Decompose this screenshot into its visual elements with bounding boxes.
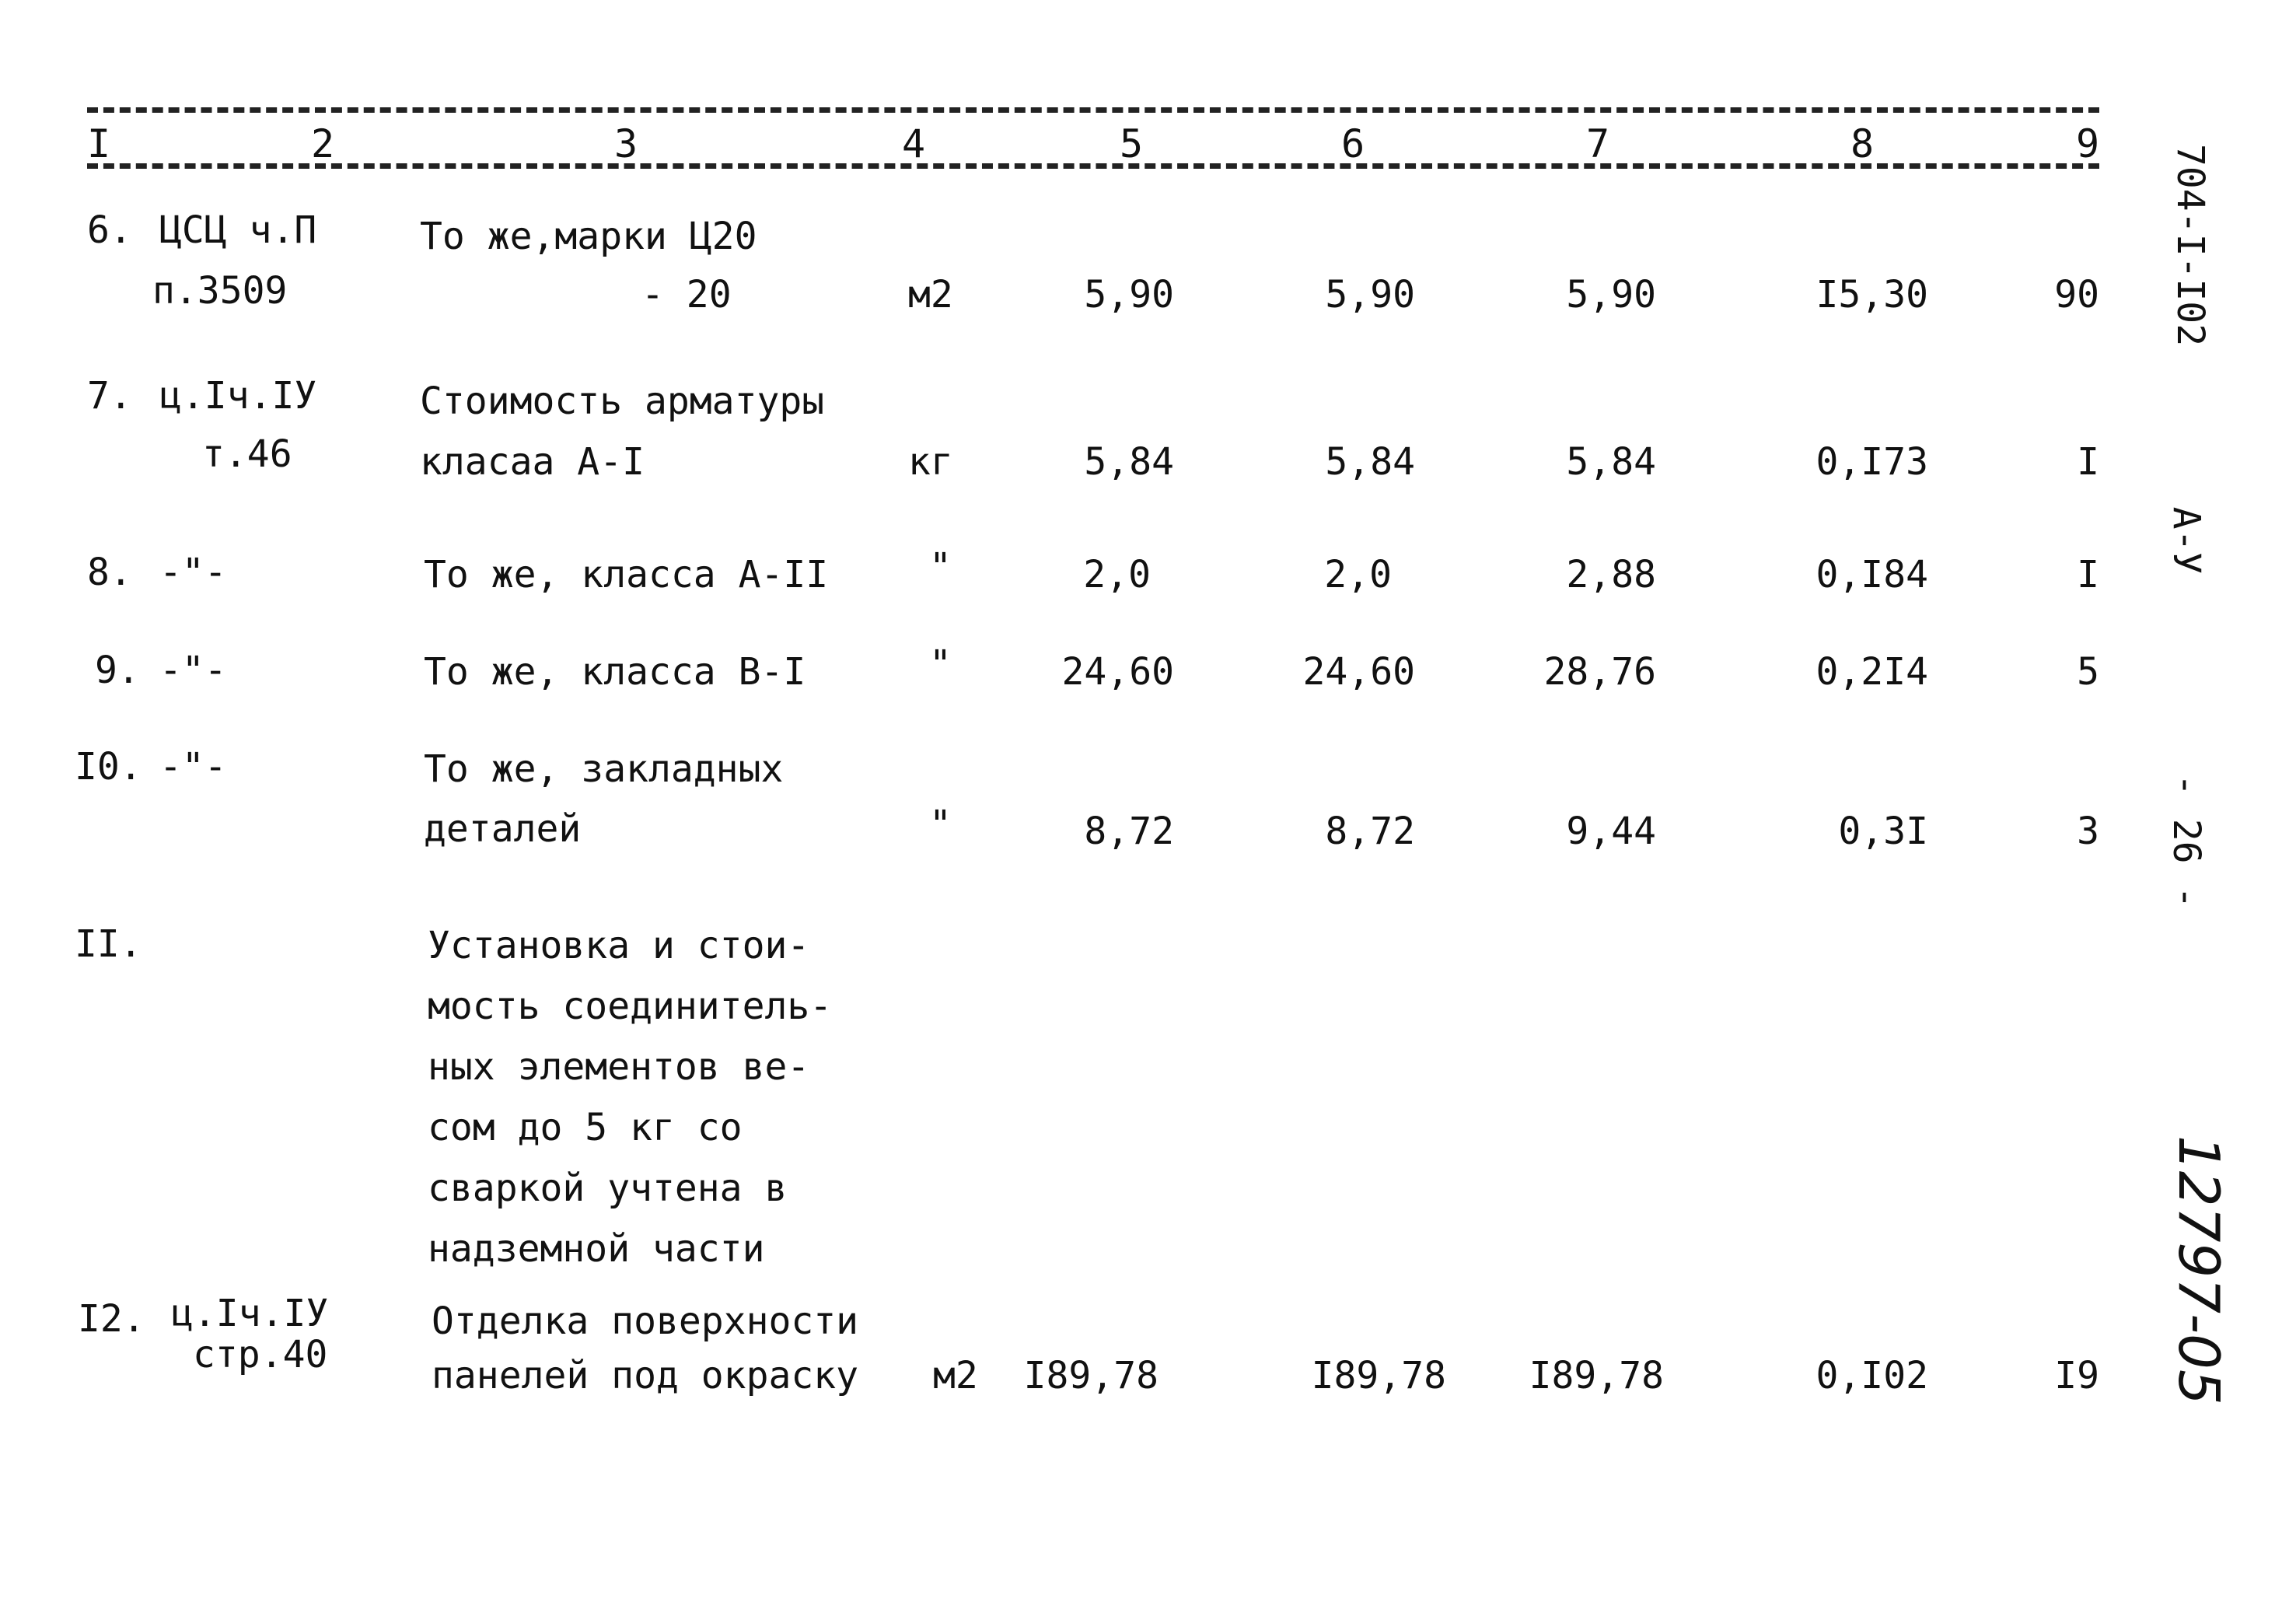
row-10-col7: 9,44 — [1566, 810, 1656, 853]
row-6-col5: 5,90 — [1084, 273, 1174, 317]
row-7-num: 7. — [87, 374, 132, 418]
row-7-col5: 5,84 — [1084, 440, 1174, 484]
row-6-num: 6. — [87, 208, 132, 252]
side-document-code: 704-I-I02 — [2168, 144, 2212, 347]
row-10-desc2: деталей — [424, 807, 582, 851]
row-9-desc1: То же, класса В-I — [424, 650, 806, 694]
row-12-col5: I89,78 — [1023, 1354, 1158, 1397]
row-8-unit: " — [929, 545, 952, 589]
row-11-desc-line-6: надземной части — [428, 1227, 765, 1271]
row-6-col8: I5,30 — [1815, 273, 1928, 317]
row-10-col8: 0,3I — [1838, 810, 1928, 853]
row-11-desc-line-2: мость соединитель- — [428, 985, 833, 1028]
row-9-col5: 24,60 — [1061, 650, 1174, 694]
row-11-num: II. — [75, 922, 142, 966]
row-10-unit: " — [929, 803, 952, 846]
row-7-ref2: т.46 — [202, 432, 292, 476]
row-7-col6: 5,84 — [1325, 440, 1415, 484]
row-12-ref1: ц.Iч.IУ — [171, 1292, 329, 1335]
row-12-ref2: стр.40 — [193, 1333, 328, 1376]
row-9-col8: 0,2I4 — [1815, 650, 1928, 694]
side-page-number: - 26 - — [2165, 774, 2208, 909]
row-11-desc-line-4: сом до 5 кг со — [428, 1106, 743, 1149]
row-7-col9: I — [2077, 440, 2099, 484]
row-6-desc2: - 20 — [641, 273, 732, 317]
row-12-col6: I89,78 — [1311, 1354, 1446, 1397]
row-12-desc2: панелей под окраску — [432, 1354, 859, 1397]
row-9-col7: 28,76 — [1543, 650, 1656, 694]
side-archive-number: 12797-05 — [2166, 1135, 2231, 1405]
row-9-col6: 24,60 — [1302, 650, 1415, 694]
row-12-col9: I9 — [2054, 1354, 2099, 1397]
row-12-desc1: Отделка поверхности — [432, 1299, 859, 1343]
row-6-ref2: п.3509 — [152, 269, 288, 313]
row-6-col6: 5,90 — [1325, 273, 1415, 317]
row-12-col7: I89,78 — [1529, 1354, 1664, 1397]
row-10-ref1: -"- — [159, 745, 227, 789]
row-11-desc-line-5: сваркой учтена в — [428, 1167, 788, 1210]
row-9-unit: " — [929, 642, 952, 686]
header-bottom-rule — [87, 163, 2099, 169]
row-10-col6: 8,72 — [1325, 810, 1415, 853]
row-8-ref1: -"- — [159, 551, 227, 594]
row-7-desc1: Стоимость арматуры — [420, 380, 825, 423]
row-6-unit: м2 — [908, 273, 953, 317]
row-11-desc-line-3: ных элементов ве- — [428, 1045, 810, 1089]
row-10-desc1: То же, закладных — [424, 747, 784, 791]
header-col-4: 4 — [902, 121, 926, 166]
row-8-col7: 2,88 — [1566, 553, 1656, 596]
header-col-7: 7 — [1586, 121, 1610, 166]
row-9-ref1: -"- — [159, 649, 227, 692]
row-9-col9: 5 — [2077, 650, 2099, 694]
row-6-desc1: То же,марки Ц20 — [420, 215, 757, 258]
row-8-num: 8. — [87, 551, 132, 594]
row-12-num: I2. — [78, 1297, 145, 1341]
row-8-col9: I — [2077, 553, 2099, 596]
row-7-desc2: класаа А-I — [420, 440, 645, 484]
header-col-5: 5 — [1120, 121, 1144, 166]
row-7-ref1: ц.Iч.IУ — [159, 374, 317, 418]
row-8-col6: 2,0 — [1324, 553, 1392, 596]
row-8-col5: 2,0 — [1083, 553, 1151, 596]
header-col-6: 6 — [1341, 121, 1365, 166]
row-7-col7: 5,84 — [1566, 440, 1656, 484]
row-6-col7: 5,90 — [1566, 273, 1656, 317]
row-12-col8: 0,I02 — [1815, 1354, 1928, 1397]
row-11-desc-line-1: Установка и стои- — [428, 924, 810, 967]
row-7-unit: кг — [908, 440, 953, 484]
row-6-col9: 90 — [2054, 273, 2099, 317]
row-12-unit: м2 — [933, 1354, 978, 1397]
header-col-2: 2 — [311, 121, 335, 166]
row-10-col5: 8,72 — [1084, 810, 1174, 853]
row-10-num: I0. — [75, 745, 142, 789]
header-col-1: I — [87, 121, 111, 166]
row-6-ref1: ЦСЦ ч.П — [159, 208, 317, 252]
row-9-num: 9. — [95, 649, 140, 692]
row-7-col8: 0,I73 — [1815, 440, 1928, 484]
row-8-col8: 0,I84 — [1815, 553, 1928, 596]
header-col-3: 3 — [614, 121, 638, 166]
row-8-desc1: То же, класса А-II — [424, 553, 829, 596]
side-sheet-code: А-У — [2165, 506, 2208, 575]
header-col-8: 8 — [1850, 121, 1875, 166]
row-10-col9: 3 — [2077, 810, 2099, 853]
header-top-rule — [87, 107, 2099, 113]
header-col-9: 9 — [2076, 121, 2100, 166]
